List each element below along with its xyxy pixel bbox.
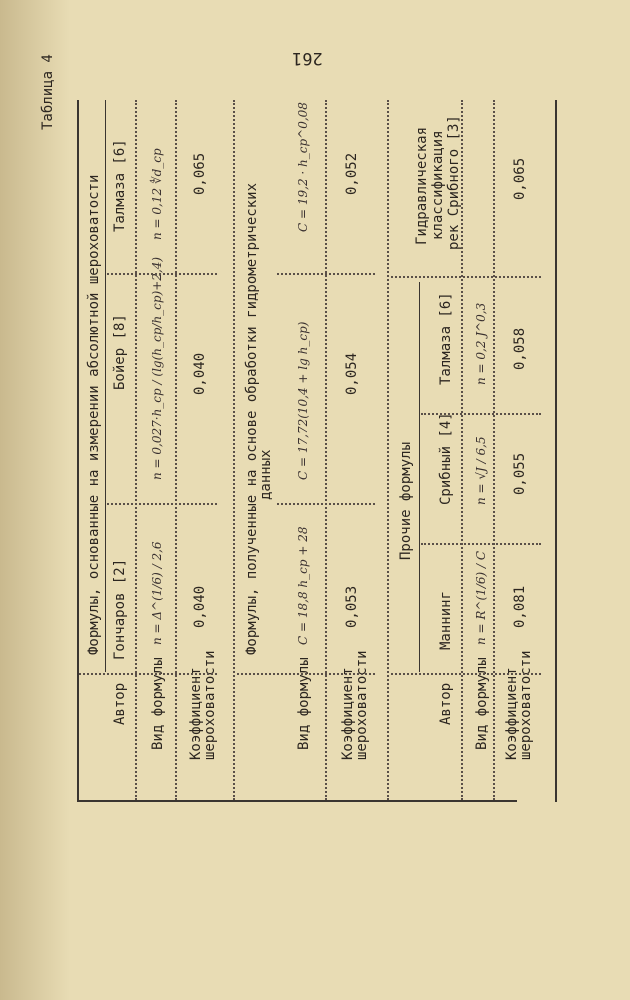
s2-label-formula: Вид формулы: [296, 657, 312, 750]
s2-col3-formula: C = 19,2 · h_cp^0,08: [296, 102, 310, 232]
s2-col1-formula: C = 18,8 h_cp + 28: [296, 526, 310, 645]
s1-group-header: Формулы, основанные на измерении абсолютной шероховатости: [86, 174, 102, 655]
s1-col-divider-1: [107, 503, 217, 505]
s3-col-divider-3: [391, 276, 541, 278]
s3-label-coef-2: шероховатости: [518, 650, 534, 760]
s3-col3-formula: n = 0,2 J^0,3: [474, 302, 488, 385]
s3-col2-author: Срибный [4]: [438, 412, 454, 505]
top-rule: [77, 100, 79, 800]
table-title: Таблица 4: [40, 54, 56, 130]
s1-col2-coef: 0,040: [192, 352, 208, 395]
s3-col4-coef: 0,065: [512, 157, 528, 200]
s3-right-header-1: Гидравлическая: [414, 126, 430, 245]
s3-header-rule: [419, 282, 420, 672]
s3-group-header: Прочие формулы: [398, 441, 414, 560]
s1-row-rule-1: [135, 100, 137, 800]
s3-label-author: Автор: [438, 682, 454, 725]
s3-row-rule-1: [461, 100, 463, 800]
s2-row-rule: [325, 100, 327, 800]
s1-col1-formula: n = Δ^(1/6) / 2,6: [150, 541, 164, 645]
s3-row-rule-2: [493, 100, 495, 800]
s3-label-coef-1: Коэффициент: [504, 667, 520, 760]
s3-col1-author: Маннинг: [438, 590, 454, 650]
s1-label-coef-2: шероховатости: [202, 650, 218, 760]
s2-col2-formula: C = 17,72(10,4 + lg h_cp): [296, 321, 310, 480]
left-rule: [77, 800, 517, 802]
s3-col2-formula: n = √J / 6,5: [474, 436, 488, 505]
s1-col3-formula: n = 0,12 ∜d_cp: [150, 148, 164, 240]
s1-row-rule-2: [175, 100, 177, 800]
s1-label-divider: [79, 673, 217, 675]
s1-header-rule: [105, 100, 106, 672]
bottom-rule: [555, 100, 557, 802]
s3-col-divider-1: [421, 543, 541, 545]
s2-label-coef-2: шероховатости: [354, 650, 370, 760]
s1-col3-author: Талмаза [6]: [112, 139, 128, 232]
s3-col2-coef: 0,055: [512, 452, 528, 495]
s3-col3-author: Талмаза [6]: [438, 292, 454, 385]
s2-col2-coef: 0,054: [344, 352, 360, 395]
s3-label-divider: [391, 673, 541, 675]
s1-section-rule: [233, 100, 235, 800]
s2-col3-coef: 0,052: [344, 152, 360, 195]
s2-group-header-2: данных: [258, 449, 274, 500]
page-number: 261: [292, 48, 323, 68]
s1-col2-author: Бойер [8]: [112, 314, 128, 390]
s1-col2-formula: n = 0,027·h_cp / (lg(h_cp/h_cp)+2,4): [150, 256, 164, 480]
s2-section-rule: [387, 100, 389, 800]
s1-label-formula: Вид формулы: [150, 657, 166, 750]
s3-col3-coef: 0,058: [512, 327, 528, 370]
s2-label-coef-1: Коэффициент: [340, 667, 356, 760]
s1-col3-coef: 0,065: [192, 152, 208, 195]
s1-col1-coef: 0,040: [192, 585, 208, 628]
s3-right-header-3: рек Срибного [3]: [446, 115, 462, 250]
s1-label-author: Автор: [112, 682, 128, 725]
s3-right-header-2: классификация: [430, 130, 446, 240]
s1-col1-author: Гончаров [2]: [112, 558, 128, 660]
s2-group-header-1: Формулы, полученные на основе обработки гидрометрических: [244, 182, 260, 655]
s3-col-divider-2: [421, 413, 541, 415]
s1-label-coef-1: Коэффициент: [188, 667, 204, 760]
s1-col-divider-2: [107, 273, 217, 275]
s3-col1-coef: 0,081: [512, 585, 528, 628]
s3-col1-formula: n = R^(1/6) / C: [474, 550, 488, 645]
s2-col1-coef: 0,053: [344, 585, 360, 628]
s3-label-formula: Вид формулы: [474, 657, 490, 750]
s2-label-divider: [237, 673, 375, 675]
